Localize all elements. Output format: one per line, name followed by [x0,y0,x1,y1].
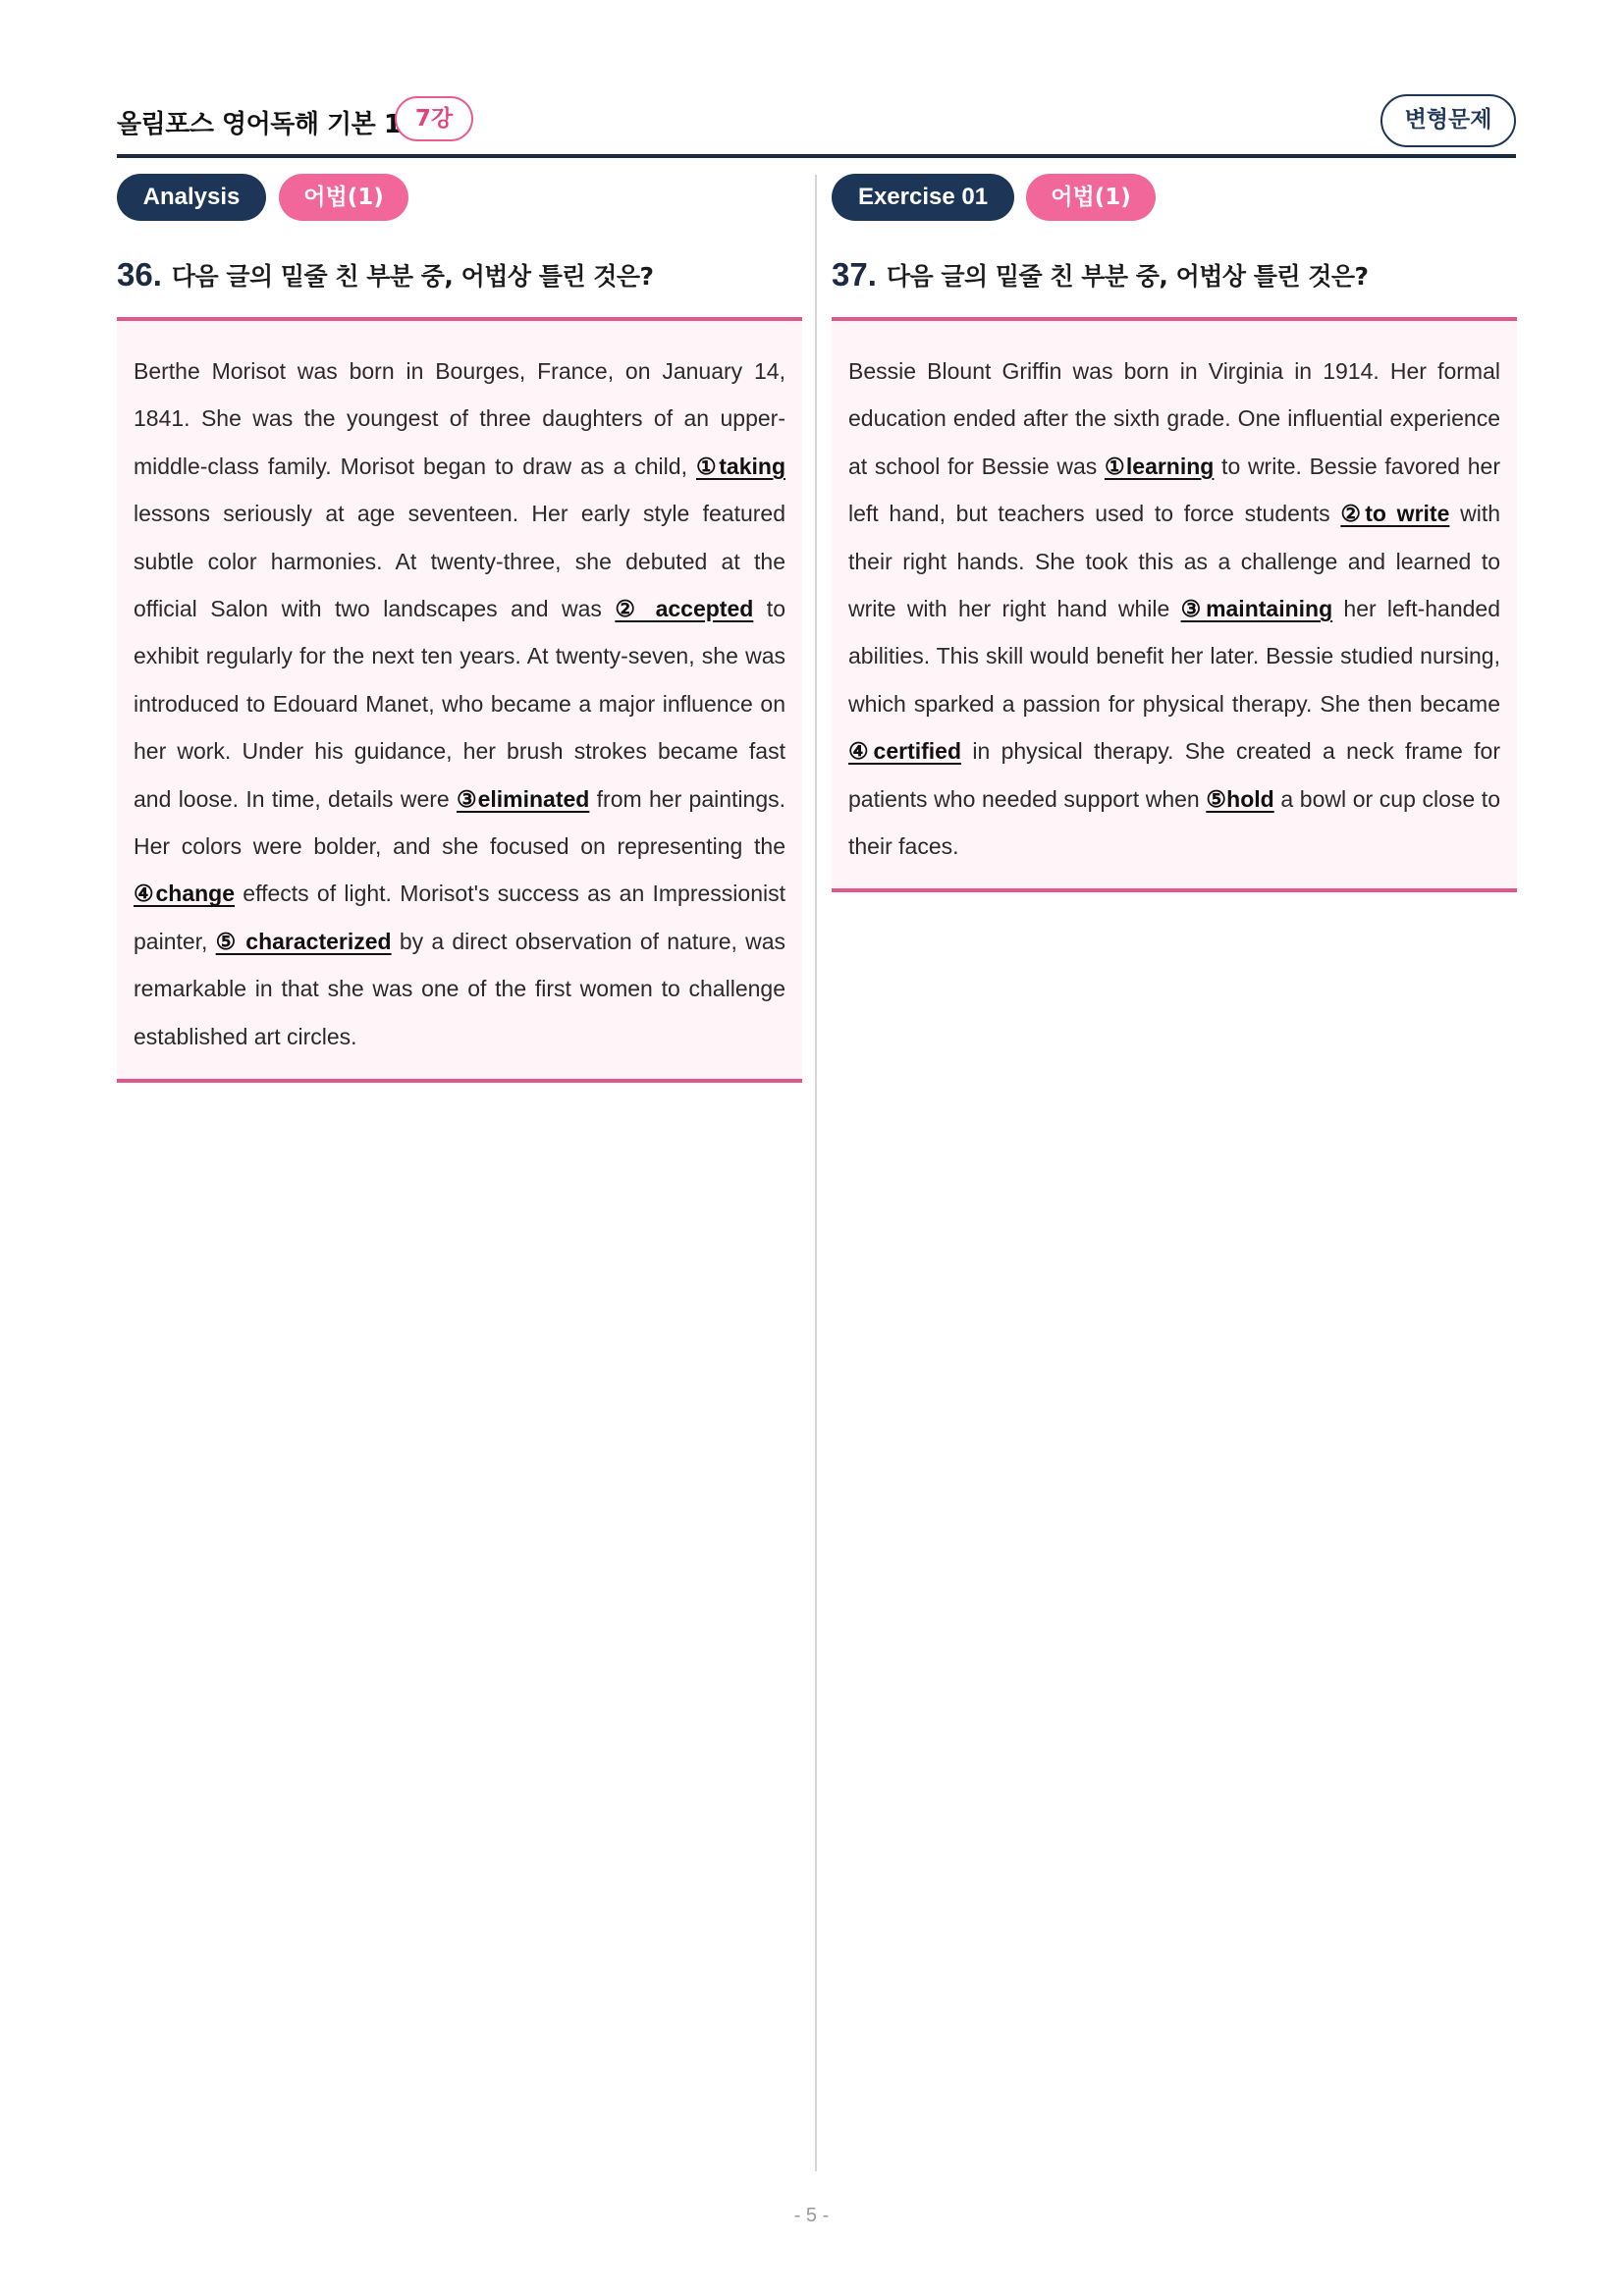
underlined-choice: ⑤ characterized [215,928,392,954]
passage-segment: her left-handed abilities. This skill would benefit her later. Bessie studied nursing, which sparked a passion for physical therapy. She then became [848,596,1500,717]
question-number: 37. [832,256,877,293]
underlined-choice: ①learning [1104,453,1215,479]
underlined-choice: ④certified [848,738,962,765]
section-tag: Analysis [117,174,266,221]
right-column [832,174,1517,892]
passage-segment: to write. Bessie favored her left hand, but teachers used to force students [848,453,1500,527]
section-tag: Exercise 01 [832,174,1014,221]
underlined-choice: ③maintaining [1180,596,1333,622]
category-tag: 어법(1) [279,174,408,221]
passage-segment: lessons seriously at age seventeen. Her early style featured subtle color harmonies. At twenty-three, she debuted at the official Salon with two landscapes and was [134,501,785,622]
column-divider [815,175,817,2171]
underlined-choice: ② accepted [615,596,754,622]
right-tag-row [832,174,1517,221]
category-tag: 어법(1) [1026,174,1156,221]
question-text: 다음 글의 밑줄 친 부분 중, 어법상 틀린 것은? [171,262,654,291]
underlined-choice: ⑤hold [1206,785,1274,812]
page-header [117,94,1516,159]
underlined-choice: ④change [134,881,236,907]
page-number: - 5 - [793,2205,830,2226]
question-type-badge: 변형문제 [1380,94,1516,147]
passage-box [832,317,1517,892]
left-column [117,174,802,1083]
passage-segment: effects of light. Morisot's success as an Impressionist painter, [134,881,785,954]
passage-segment: by a direct observation of nature, was remarkable in that she was one of the first women to challenge established art circles. [134,928,785,1049]
passage-segment: in physical therapy. She created a neck frame for patients who needed support when [848,738,1500,812]
left-tag-row [117,174,802,221]
question-heading [117,256,802,295]
passage-text [848,347,1500,870]
passage-segment: from her paintings. Her colors were bolder, and she focused on representing the [134,785,786,860]
question-heading [832,256,1517,295]
underlined-choice: ③eliminated [457,785,590,812]
lesson-badge: 7강 [395,96,473,141]
underlined-choice: ②to write [1340,501,1450,527]
passage-segment: to exhibit regularly for the next ten years. At twenty-seven, she was introduced to Edouard Manet, who became a major influence on her work. Under his guidance, her brush strokes became fast and loose. In time, details were [134,596,785,812]
question-number: 36. [117,256,162,293]
question-text: 다음 글의 밑줄 친 부분 중, 어법상 틀린 것은? [886,262,1369,291]
passage-segment: Berthe Morisot was born in Bourges, France, on January 14, 1841. She was the youngest of three daughters of an upper-middle-class family. Morisot began to draw as a child, [134,358,785,479]
book-title: 올림포스 영어독해 기본 1 [117,110,402,139]
header-rule [117,154,1516,158]
passage-text [134,347,785,1060]
passage-segment: with their right hands. She took this as a challenge and learned to write with her right hand while [848,501,1500,622]
passage-box [117,317,802,1083]
passage-segment: Bessie Blount Griffin was born in Virginia in 1914. Her formal education ended after the sixth grade. One influential experience at school for Bessie was [848,358,1500,479]
underlined-choice: ①taking [696,453,785,479]
passage-segment: a bowl or cup close to their faces. [848,785,1500,860]
